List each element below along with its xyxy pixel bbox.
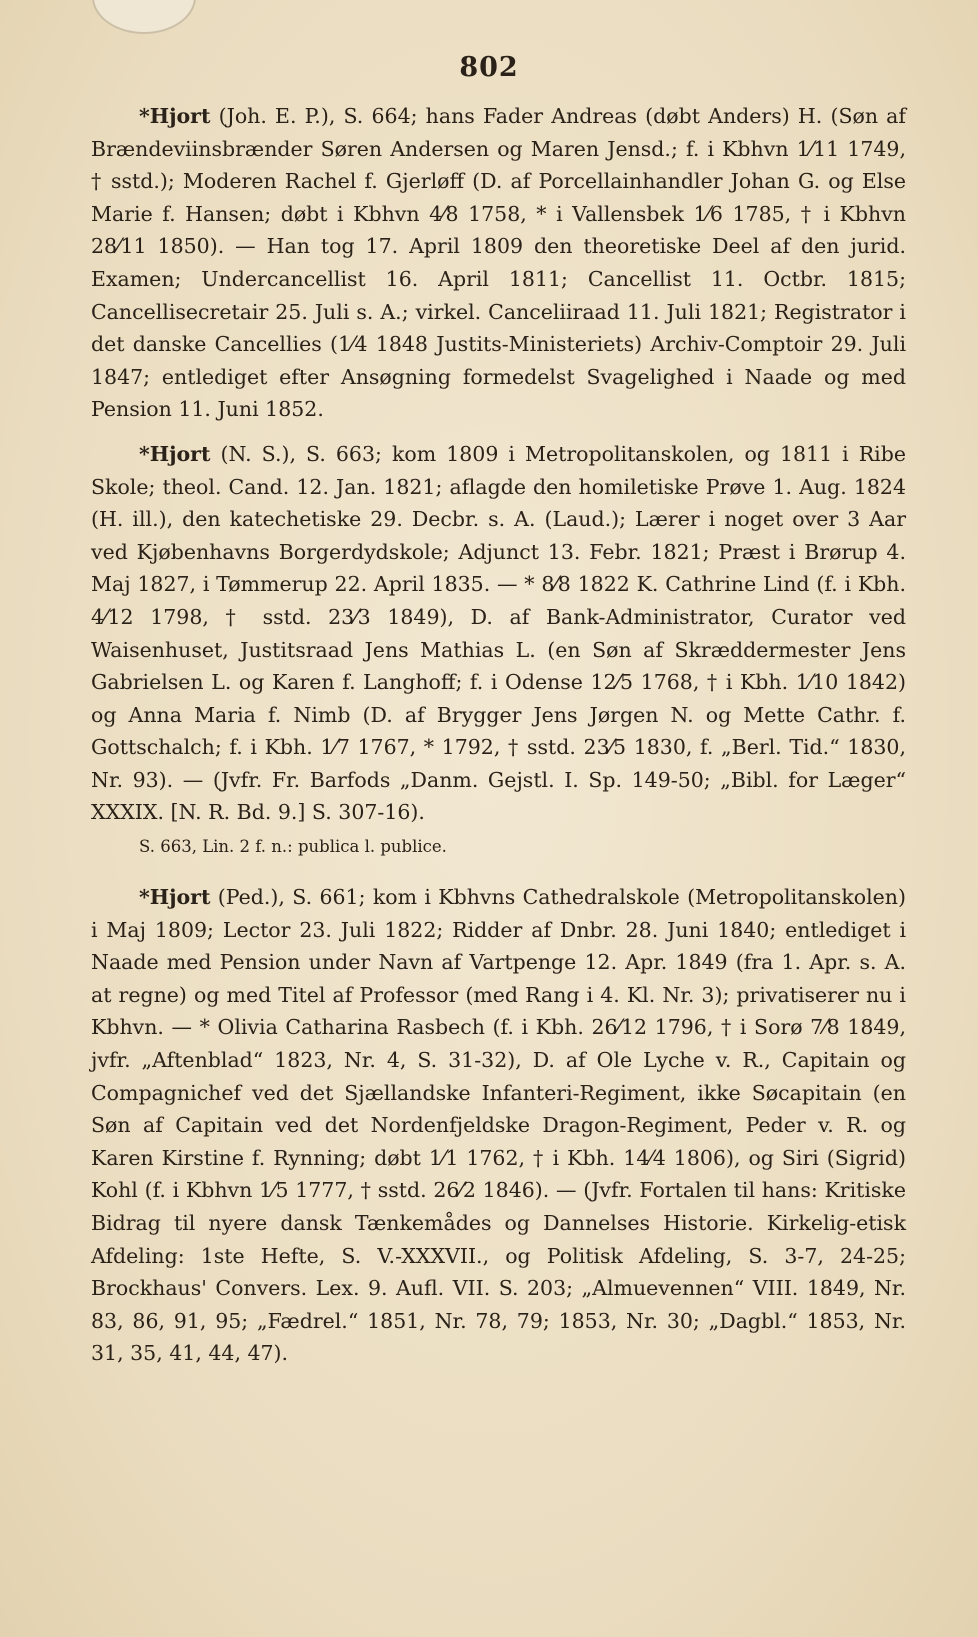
entry-list: [91, 100, 906, 1382]
entry-hjort-joh: [91, 100, 906, 426]
entry-text: (N. S.), S. 663; kom 1809 i Metropolitanskolen, og 1811 i Ribe Skole; theol. Cand. 12. Jan. 1821; aflagde den homiletiske Prøve 1. Aug. 1824 (H. ill.), den katechetiske 29. Decbr. s. A. (Laud.); Lærer i noget over 3 Aar ved Kjøbenhavns Borgerdydskole; Adjunct 13. Febr. 1821; Præst i Brørup 4. Maj 1827, i Tømmerup 22. April 1835. — * 8⁄8 1822 K. Cathrine Lind (f. i Kbh. 4⁄12 1798, † sstd. 23⁄3 1849), D. af Bank-Administrator, Curator ved Waisenhuset, Justitsraad Jens Mathias L. (en Søn af Skræddermester Jens Gabrielsen L. og Karen f. Langhoff; f. i Odense 12⁄5 1768, † i Kbh. 1⁄10 1842) og Anna Maria f. Nimb (D. af Brygger Jens Jørgen N. og Mette Cathr. f. Gottschalch; f. i Kbh. 1⁄7 1767, * 1792, † sstd. 23⁄5 1830, f. „Berl. Tid.“ 1830, Nr. 93). — (Jvfr. Fr. Barfods „Danm. Gejstl. I. Sp. 149-50; „Bibl. for Læger“ XXXIX. [N. R. Bd. 9.] S. 307-16).: [91, 441, 906, 825]
page-corner-mark: [92, 0, 196, 34]
entry-name: *Hjort: [139, 104, 211, 128]
page-number: 802: [459, 52, 519, 83]
entry-text: (Ped.), S. 661; kom i Kbhvns Cathedralskole (Metropolitanskolen) i Maj 1809; Lector 23. Juli 1822; Ridder af Dnbr. 28. Juni 1840; entlediget i Naade med Pension under Navn af Vartpenge 12. Apr. 1849 (fra 1. Apr. s. A. at regne) og med Titel af Professor (med Rang i 4. Kl. Nr. 3); privatiserer nu i Kbhvn. — * Olivia Catharina Rasbech (f. i Kbh. 26⁄12 1796, † i Sorø 7⁄8 1849, jvfr. „Aftenblad“ 1823, Nr. 4, S. 31-32), D. af Ole Lyche v. R., Capitain og Compagnichef ved det Sjællandske Infanteri-Regiment, ikke Søcapitain (en Søn af Capitain ved det Nordenfjeldske Dragon-Regiment, Peder v. R. og Karen Kirstine f. Rynning; døbt 1⁄1 1762, † i Kbh. 14⁄4 1806), og Siri (Sigrid) Kohl (f. i Kbhvn 1⁄5 1777, † sstd. 26⁄2 1846). — (Jvfr. Fortalen til hans: Kritiske Bidrag til nyere dansk Tænkemådes og Dannelses Historie. Kirkelig-etisk Afdeling: 1ste Hefte, S. V.-XXXVII., og Politisk Afdeling, S. 3-7, 24-25; Brockhaus' Convers. Lex. 9. Aufl. VII. S. 203; „Almuevennen“ VIII. 1849, Nr. 83, 86, 91, 95; „Fædrel.“ 1851, Nr. 78, 79; 1853, Nr. 30; „Dagbl.“ 1853, Nr. 31, 35, 41, 44, 47).: [91, 885, 906, 1366]
entry-text: (Joh. E. P.), S. 664; hans Fader Andreas (døbt Anders) H. (Søn af Brændeviinsbrænder Søren Andersen og Maren Jensd.; f. i Kbhvn 1⁄11 1749, † sstd.); Moderen Rachel f. Gjerløff (D. af Porcellainhandler Johan G. og Else Marie f. Hansen; døbt i Kbhvn 4⁄8 1758, * i Vallensbek 1⁄6 1785, † i Kbhvn 28⁄11 1850). — Han tog 17. April 1809 den theoretiske Deel af den jurid. Examen; Undercancellist 16. April 1811; Cancellist 11. Octbr. 1815; Cancellisecretair 25. Juli s. A.; virkel. Canceliiraad 11. Juli 1821; Registrator i det danske Cancellies (1⁄4 1848 Justits-Ministeriets) Archiv-Comptoir 29. Juli 1847; entlediget efter Ansøgning formedelst Svagelighed i Naade og med Pension 11. Juni 1852.: [91, 104, 906, 422]
entry-hjort-ns: [91, 438, 906, 829]
entry-name: *Hjort: [139, 885, 211, 910]
entry-name: *Hjort: [139, 441, 211, 466]
erratum-note: S. 663, Lin. 2 f. n.: publica l. publice.: [139, 837, 447, 857]
entry-hjort-ped: [91, 881, 906, 1370]
